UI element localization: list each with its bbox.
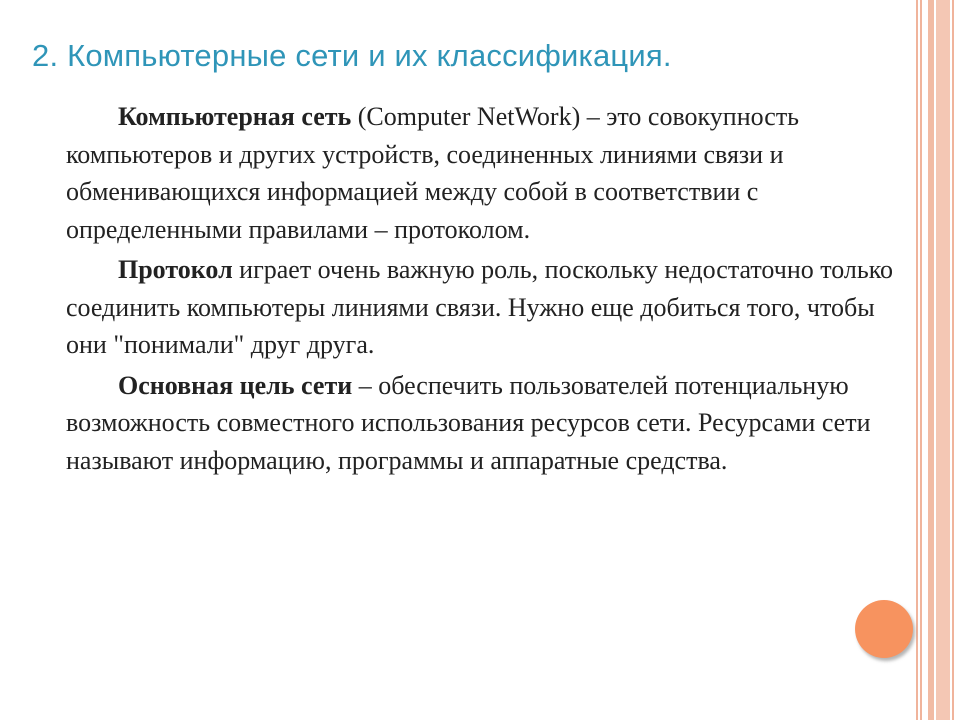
paragraph-network-goal [66,367,896,480]
decorative-stripe [920,0,922,720]
decorative-circle [855,600,913,658]
paragraph-text: (Computer NetWork) – это совокупность компьютеров и других устройств, соединенных линиями связи и обменивающихся информацией между собой в соответствии с определенными правилами – протоколом. [66,102,800,244]
paragraph-protocol [66,251,896,364]
decorative-stripe [936,0,950,720]
paragraph-text: – обеспечить пользователей потенциальную возможность совместного использования ресурсов сети. Ресурсами сети называют информацию, программы и аппаратные средства. [66,370,871,475]
term-network-goal: Основная цель сети [118,370,353,400]
decorative-stripe [916,0,918,720]
decorative-stripe [928,0,934,720]
term-computer-network: Компьютерная сеть [118,102,352,131]
slide-body [66,98,896,482]
paragraph-text: играет очень важную роль, поскольку недостаточно только соединить компьютеры линиями связи. Нужно еще добиться того, чтобы они "понимали" друг друга. [66,255,894,359]
slide-title: 2. Компьютерные сети и их классификация. [32,38,672,73]
paragraph-computer-network [66,98,896,248]
term-protocol: Протокол [118,255,233,284]
decorative-stripe [952,0,954,720]
